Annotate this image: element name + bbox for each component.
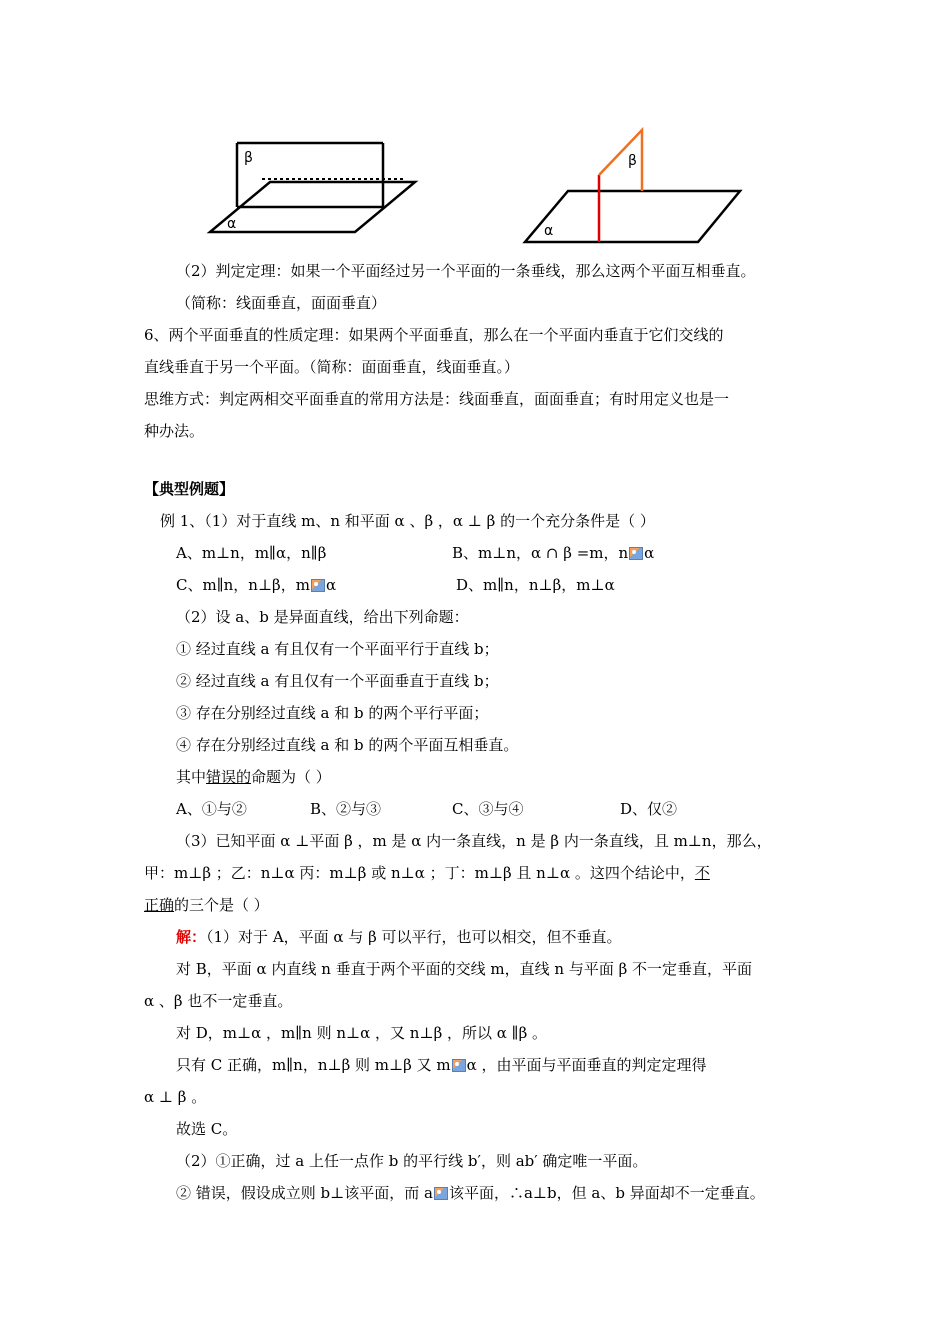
property-theorem: 6、两个平面垂直的性质定理：如果两个平面垂直，那么在一个平面内垂直于它们交线的 <box>144 326 724 344</box>
question-3-line-2-text: 甲：m⊥β ；乙：n⊥α 丙：m⊥β 或 n⊥α ；丁：m⊥β 且 n⊥α 。这四个结论中， <box>144 864 695 882</box>
question-3-line-3-text: 的三个是（ ） <box>174 896 269 914</box>
theorem-judgement: （2）判定定理：如果一个平面经过另一个平面的一条垂线，那么这两个平面互相垂直。 <box>176 262 756 280</box>
proposition-1: ① 经过直线 a 有且仅有一个平面平行于直线 b； <box>176 640 499 658</box>
figure-perpendicular-planes-left <box>200 135 420 245</box>
question-2-ask-underlined: 错误的 <box>206 768 252 786</box>
q2-option-a: A、①与② <box>176 800 247 818</box>
question-3-line-2 <box>144 862 710 884</box>
thinking-method-cont: 种办法。 <box>144 422 205 440</box>
solution-3: α 、β 也不一定垂直。 <box>144 992 293 1010</box>
solution-9-pre: ② 错误，假设成立则 b⊥该平面，而 a <box>176 1184 433 1202</box>
option-b <box>452 542 654 564</box>
question-2-ask-pre: 其中 <box>176 768 207 786</box>
right-alpha-label: α <box>544 223 554 239</box>
option-a: A、m⊥n，m∥α，n∥β <box>176 544 327 562</box>
solution-8: （2）①正确，过 a 上任一点作 b 的平行线 b′，则 ab′ 确定唯一平面。 <box>176 1152 648 1170</box>
subset-symbol-icon <box>452 1059 466 1072</box>
option-b-plane: α <box>644 544 655 562</box>
question-2-ask-post: 命题为（ ） <box>251 768 331 786</box>
question-3-underlined-2: 正确 <box>144 896 175 914</box>
option-b-text: B、m⊥n，α ∩ β =m，n <box>452 544 629 562</box>
question-3-line-3 <box>144 894 269 916</box>
question-2-intro: （2）设 a、b 是异面直线，给出下列命题： <box>176 608 469 626</box>
solution-6: α ⊥ β 。 <box>144 1088 207 1106</box>
section-heading: 【典型例题】 <box>144 480 235 498</box>
example-1-question: 例 1、（1）对于直线 m、n 和平面 α 、β ，α ⊥ β 的一个充分条件是（ ） <box>160 512 655 530</box>
q2-option-d: D、仅② <box>620 800 678 818</box>
thinking-method: 思维方式：判定两相交平面垂直的常用方法是：线面垂直，面面垂直；有时用定义也是一 <box>144 390 730 408</box>
subset-symbol-icon <box>629 547 643 560</box>
solution-1-text: （1）对于 A，平面 α 与 β 可以平行，也可以相交，但不垂直。 <box>206 928 622 946</box>
option-c <box>176 574 336 596</box>
property-theorem-cont: 直线垂直于另一个平面。（简称：面面垂直，线面垂直。） <box>144 358 520 376</box>
option-d: D、m∥n，n⊥β，m⊥α <box>456 576 615 594</box>
proposition-4: ④ 存在分别经过直线 a 和 b 的两个平面互相垂直。 <box>176 736 519 754</box>
subset-symbol-icon <box>311 579 325 592</box>
solution-5-pre: 只有 C 正确，m∥n，n⊥β 则 m⊥β 又 m <box>176 1056 451 1074</box>
proposition-3: ③ 存在分别经过直线 a 和 b 的两个平行平面； <box>176 704 489 722</box>
solution-7: 故选 C。 <box>176 1120 238 1138</box>
solution-2: 对 B，平面 α 内直线 n 垂直于两个平面的交线 m，直线 n 与平面 β 不一定垂直，平面 <box>176 960 753 978</box>
solution-9-post: 该平面，∴a⊥b，但 a、b 异面却不一定垂直。 <box>448 1184 765 1202</box>
proposition-2: ② 经过直线 a 有且仅有一个平面垂直于直线 b； <box>176 672 499 690</box>
solution-label: 解： <box>176 928 207 946</box>
figure-perpendicular-planes-right <box>520 125 745 250</box>
option-c-text: C、m∥n，n⊥β，m <box>176 576 310 594</box>
subset-symbol-icon <box>434 1187 448 1200</box>
question-3-underlined-1: 不 <box>694 864 710 882</box>
solution-1 <box>176 926 622 948</box>
left-alpha-label: α <box>227 216 237 232</box>
solution-5 <box>176 1054 706 1076</box>
question-2-ask <box>176 766 331 788</box>
question-3-line-1: （3）已知平面 α ⊥平面 β ，m 是 α 内一条直线，n 是 β 内一条直线，且 m⊥n，那么， <box>176 832 772 850</box>
right-beta-label: β <box>628 153 637 169</box>
solution-5-post: α ，由平面与平面垂直的判定定理得 <box>466 1056 707 1074</box>
solution-9 <box>176 1182 765 1204</box>
theorem-judgement-short: （简称：线面垂直，面面垂直） <box>176 294 387 312</box>
q2-option-b: B、②与③ <box>310 800 382 818</box>
option-c-plane: α <box>325 576 337 594</box>
solution-4: 对 D，m⊥α ，m∥n 则 n⊥α ，又 n⊥β ，所以 α ∥β 。 <box>176 1024 548 1042</box>
q2-option-c: C、③与④ <box>452 800 524 818</box>
left-beta-label: β <box>244 150 253 166</box>
